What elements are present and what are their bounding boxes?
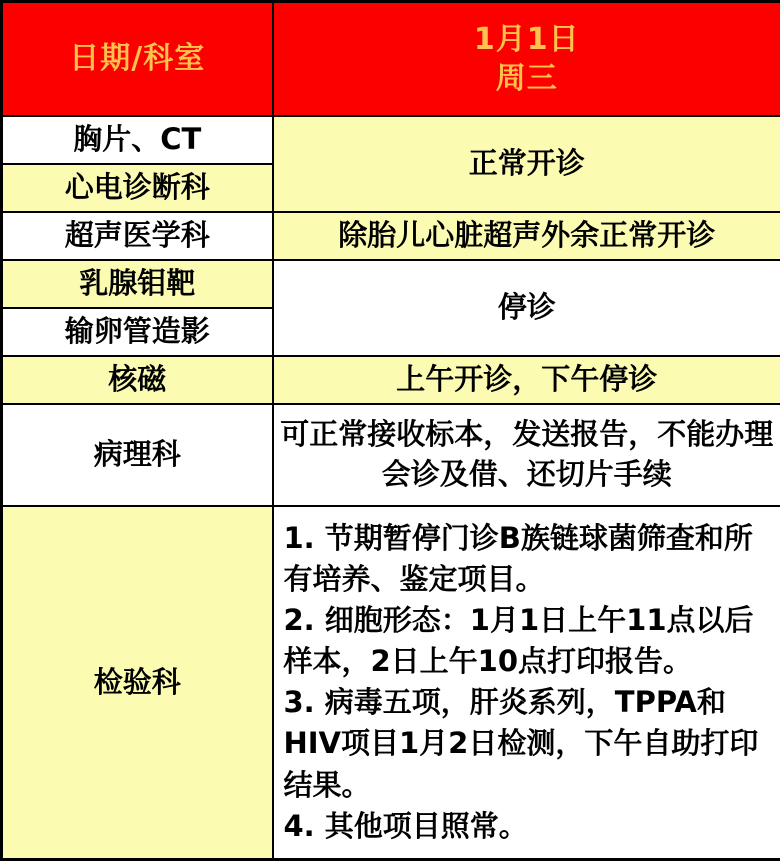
header-date-line1: 1月1日: [473, 21, 580, 57]
dept-cell-mammography: 乳腺钼靶: [2, 260, 273, 308]
row-lab: [2, 506, 780, 860]
status-cell-ultrasound: 除胎儿心脏超声外余正常开诊: [273, 212, 780, 260]
lab-item-3: 3. 病毒五项，肝炎系列，TPPA和HIV项目1月2日检测，下午自助打印结果。: [283, 685, 759, 802]
header-dept-label: 日期/科室: [69, 40, 206, 76]
status-cell-stopped: 停诊: [273, 260, 780, 356]
header-date-cell: [273, 2, 780, 116]
status-cell-mri: 上午开诊，下午停诊: [273, 356, 780, 404]
dept-cell-mri: 核磁: [2, 356, 273, 404]
status-cell-pathology: 可正常接收标本，发送报告，不能办理会诊及借、还切片手续: [273, 404, 780, 506]
lab-item-1: 1. 节期暂停门诊B族链球菌筛查和所有培养、鉴定项目。: [283, 520, 753, 596]
dept-cell-chest-ct: 胸片、CT: [2, 116, 273, 164]
dept-cell-lab: 检验科: [2, 506, 273, 860]
row-chest-ct: [2, 116, 780, 164]
lab-item-2: 2. 细胞形态：1月1日上午11点以后样本，2日上午10点打印报告。: [283, 602, 754, 679]
dept-cell-hsg: 输卵管造影: [2, 308, 273, 356]
header-row: [2, 2, 780, 116]
dept-cell-pathology: 病理科: [2, 404, 273, 506]
row-mri: [2, 356, 780, 404]
dept-cell-ecg: 心电诊断科: [2, 164, 273, 212]
row-mammography: [2, 260, 780, 308]
row-ultrasound: [2, 212, 780, 260]
lab-item-4: 4. 其他项目照常。: [283, 808, 528, 843]
dept-cell-ultrasound: 超声医学科: [2, 212, 273, 260]
row-pathology: [2, 404, 780, 506]
header-date-line2: 周三: [495, 60, 558, 96]
status-cell-lab: [273, 506, 780, 860]
status-cell-normal: 正常开诊: [273, 116, 780, 212]
header-dept-cell: [2, 2, 273, 116]
